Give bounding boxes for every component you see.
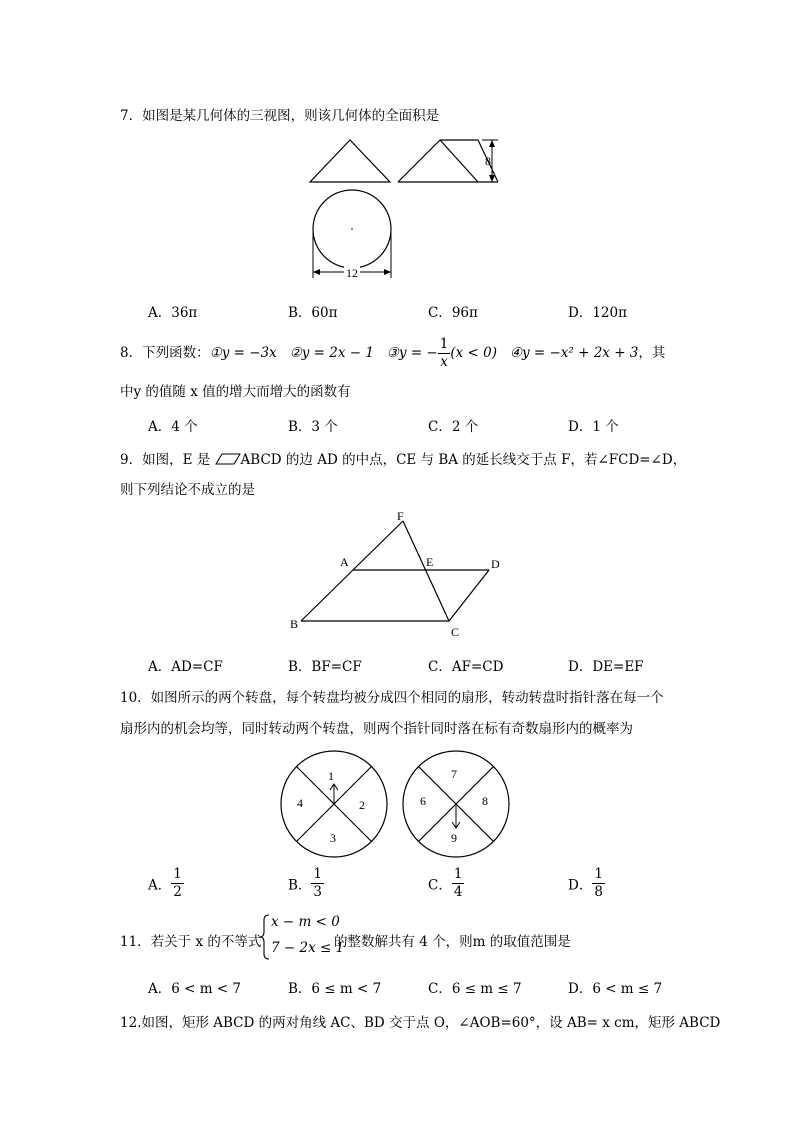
q10-option-a[interactable]: A． $\frac{1}{2}$ [148, 866, 182, 900]
q11-option-c[interactable]: C．6 ≤ m ≤ 7 [428, 981, 522, 997]
q11-option-b[interactable]: B．6 ≤ m < 7 [288, 981, 382, 997]
q10-option-b[interactable]: B． $\frac{1}{3}$ [288, 866, 323, 900]
spinner-2-sector-top: 7 [451, 767, 457, 781]
spinner-2-sector-left: 6 [420, 794, 426, 808]
q10-option-d[interactable]: D． $\frac{1}{8}$ [568, 866, 603, 900]
q11-inequality-2: 7 − 2x ≤ 1 [271, 940, 345, 956]
q9-stem-part-a: 9．如图，E 是 [120, 452, 211, 468]
q9-stem-line2: 则下列结论不成立的是 [120, 482, 255, 498]
spinner-wheel-1 [281, 751, 387, 857]
q8-option-a[interactable]: A．4 个 [148, 419, 198, 435]
q8-func-4: ④y = −x² + 2x + 3 [509, 345, 639, 361]
q7-stem: 7．如图是某几何体的三视图，则该几何体的全面积是 [120, 108, 440, 124]
q9-label-f: F [397, 509, 404, 523]
q8-func-2: ②y = 2x − 1 [289, 345, 374, 361]
q7-dim-height-label: 8 [485, 154, 491, 168]
spinner-1-sector-top: 1 [328, 769, 334, 783]
q10-option-c[interactable]: C． $\frac{1}{4}$ [428, 866, 463, 900]
q8-option-d[interactable]: D．1 个 [568, 419, 619, 435]
q11-inequality-1: x − m < 0 [271, 914, 340, 930]
q8-option-c[interactable]: C．2 个 [428, 419, 479, 435]
q10-stem-line1: 10．如图所示的两个转盘，每个转盘均被分成四个相同的扇形，转动转盘时指针落在每一个 [120, 690, 664, 706]
q7-dim-width-label: 12 [346, 266, 358, 280]
q9-label-c: C [451, 625, 460, 639]
q12-stem-line1: 12.如图，矩形 ABCD 的两对角线 AC、BD 交于点 O，∠AOB=60°，设 AB= x cm，矩形 ABCD [120, 1015, 721, 1031]
q8-prefix: 8．下列函数： [120, 345, 210, 361]
q11-option-d[interactable]: D．6 < m ≤ 7 [568, 981, 663, 997]
q9-label-b: B [290, 617, 299, 631]
q8-option-b[interactable]: B．3 个 [288, 419, 338, 435]
q10-stem-line2: 扇形内的机会均等，同时转动两个转盘，则两个指针同时落在标有奇数扇形内的概率为 [120, 721, 633, 737]
q9-option-c[interactable]: C．AF=CD [428, 659, 504, 675]
q8-func-3-cond: (x < 0) [450, 345, 497, 361]
q8-func-1: ①y = −3x [209, 345, 277, 361]
q7-option-a[interactable]: A．36π [148, 305, 198, 321]
q11-brace-icon [259, 914, 271, 960]
q9-label-d: D [491, 557, 500, 571]
q11-stem-part-b: 的整数解共有 4 个，则m 的取值范围是 [334, 934, 571, 950]
q9-stem-part-b: ABCD 的边 AD 的中点，CE 与 BA 的延长线交于点 F，若∠FCD=∠D， [240, 452, 687, 468]
q8-func-3-prefix: ③y = − [386, 345, 438, 361]
spinner-2-sector-right: 8 [482, 794, 488, 808]
q11-option-a[interactable]: A．6 < m < 7 [148, 981, 242, 997]
q9-label-e: E [426, 555, 434, 569]
spinner-wheel-2 [403, 751, 509, 857]
q9-option-d[interactable]: D．DE=EF [568, 659, 644, 675]
q9-option-b[interactable]: B．BF=CF [288, 659, 362, 675]
q8-func-3-fraction: $\frac{1}{x}$ [439, 336, 449, 370]
q7-option-b[interactable]: B．60π [288, 305, 338, 321]
q7-option-d[interactable]: D．120π [568, 305, 627, 321]
spinner-1-sector-left: 4 [297, 796, 303, 810]
spinner-2-sector-bottom: 9 [451, 831, 457, 845]
q9-label-a: A [340, 555, 349, 569]
q8-stem-line2: 中y 的值随 x 值的增大而增大的函数有 [120, 384, 351, 400]
q9-option-a[interactable]: A．AD=CF [148, 659, 223, 675]
q11-stem-part-a: 11．若关于 x 的不等式 [120, 934, 262, 950]
spinner-1-sector-bottom: 3 [330, 831, 336, 845]
q8-suffix: ，其 [638, 345, 666, 361]
spinner-1-sector-right: 2 [359, 798, 365, 812]
q7-option-c[interactable]: C．96π [428, 305, 478, 321]
